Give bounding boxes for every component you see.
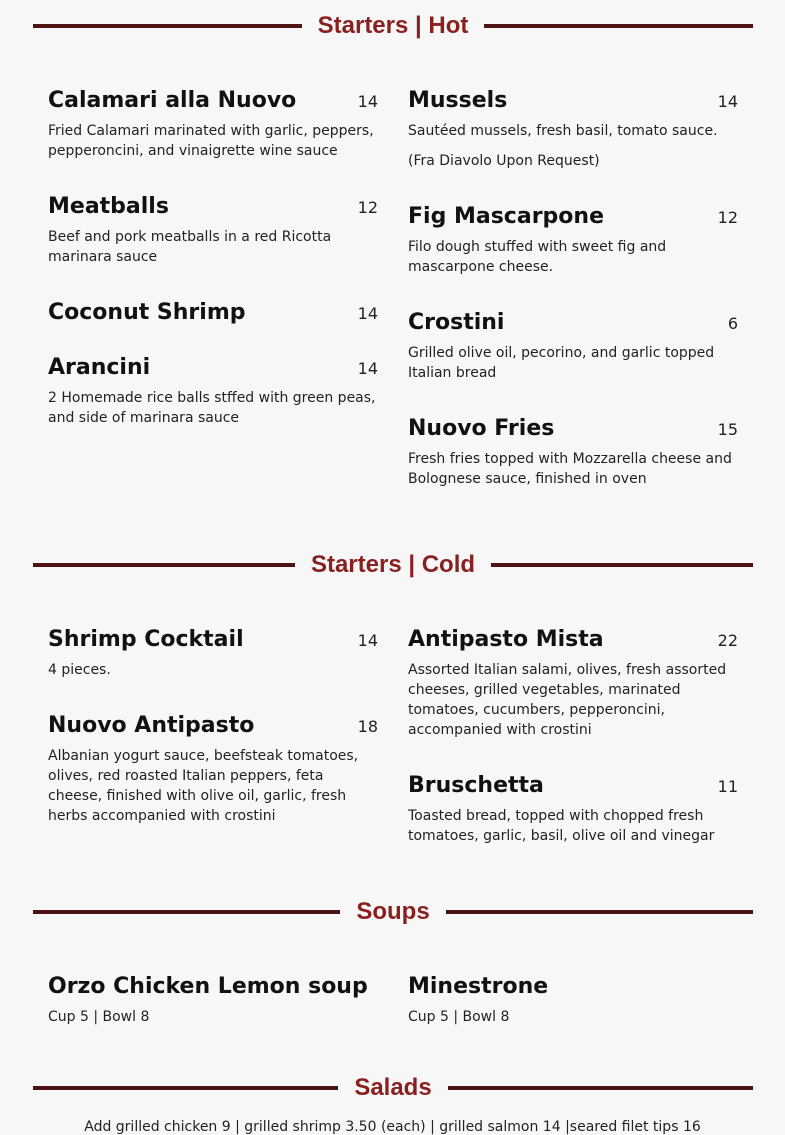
item-price: 14 (717, 92, 738, 111)
menu-item (408, 773, 738, 846)
item-description: Sautéed mussels, fresh basil, tomato sauce. (408, 123, 718, 139)
divider-line (33, 24, 302, 28)
menu-item (48, 355, 378, 428)
divider-line (33, 1086, 338, 1090)
item-description: 4 pieces. (48, 662, 111, 678)
cold-left-column (48, 627, 378, 856)
divider-line (33, 563, 295, 567)
item-price: 6 (727, 314, 738, 333)
menu-item (408, 310, 738, 383)
item-description: Toasted bread, topped with chopped fresh tomatoes, garlic, basil, olive oil and vinegar (408, 808, 715, 844)
menu-item (408, 416, 738, 489)
menu-item (408, 974, 738, 1027)
soups-left-column (48, 974, 378, 1057)
item-description: Filo dough stuffed with sweet fig and mascarpone cheese. (408, 239, 667, 275)
menu-item (408, 88, 738, 171)
item-name: Fig Mascarpone (408, 204, 604, 229)
item-name: Minestrone (408, 974, 549, 999)
section-header-starters-cold (33, 540, 753, 590)
item-name: Calamari alla Nuovo (48, 88, 297, 113)
section-title: Salads (354, 1074, 432, 1101)
item-price: 12 (717, 208, 738, 227)
item-name: Arancini (48, 355, 151, 380)
section-header-starters-hot (33, 1, 753, 51)
item-price: 12 (357, 198, 378, 217)
cold-right-column (408, 627, 738, 876)
item-note: (Fra Diavolo Upon Request) (408, 153, 600, 169)
salads-add-ons-note: Add grilled chicken 9 | grilled shrimp 3.50 (each) | grilled salmon 14 |seared filet tips 16 (84, 1119, 701, 1135)
divider-line (448, 1086, 753, 1090)
item-price: 15 (717, 420, 738, 439)
menu-item (408, 204, 738, 277)
item-name: Nuovo Antipasto (48, 713, 255, 738)
item-name: Coconut Shrimp (48, 300, 246, 325)
section-header-soups (33, 887, 753, 937)
item-name: Mussels (408, 88, 508, 113)
item-description: Albanian yogurt sauce, beefsteak tomatoes, olives, red roasted Italian peppers, feta cheese, finished with olive oil, garlic, fresh herbs accompanied with crostini (48, 748, 359, 824)
item-name: Orzo Chicken Lemon soup (48, 974, 368, 999)
item-description: Fresh fries topped with Mozzarella cheese and Bolognese sauce, finished in oven (408, 451, 732, 487)
section-title: Soups (356, 898, 430, 925)
menu-item (48, 627, 378, 680)
item-name: Shrimp Cocktail (48, 627, 244, 652)
item-name: Crostini (408, 310, 505, 335)
divider-line (484, 24, 753, 28)
item-description: 2 Homemade rice balls stffed with green peas, and side of marinara sauce (48, 390, 376, 426)
item-price: 14 (357, 631, 378, 650)
item-description: Fried Calamari marinated with garlic, peppers, pepperoncini, and vinaigrette wine sauce (48, 123, 374, 159)
menu-item (408, 627, 738, 740)
item-price: 18 (357, 717, 378, 736)
item-description: Grilled olive oil, pecorino, and garlic topped Italian bread (408, 345, 715, 381)
item-description: Cup 5 | Bowl 8 (408, 1009, 510, 1025)
item-price: 14 (357, 92, 378, 111)
section-title: Starters | Cold (310, 551, 476, 578)
menu-item (48, 974, 378, 1027)
divider-line (33, 910, 340, 914)
menu-item (48, 300, 378, 325)
menu-item (48, 713, 378, 826)
item-price: 14 (357, 359, 378, 378)
soups-right-column (408, 974, 738, 1057)
section-title: Starters | Hot (317, 12, 469, 39)
menu-item (48, 194, 378, 267)
item-description: Cup 5 | Bowl 8 (48, 1009, 150, 1025)
item-name: Antipasto Mista (408, 627, 604, 652)
item-price: 11 (717, 777, 738, 796)
item-price: 22 (717, 631, 738, 650)
divider-line (491, 563, 753, 567)
divider-line (446, 910, 753, 914)
section-header-salads (33, 1063, 753, 1113)
hot-right-column (408, 88, 738, 519)
item-name: Meatballs (48, 194, 169, 219)
menu-item (48, 88, 378, 161)
item-name: Bruschetta (408, 773, 544, 798)
item-description: Assorted Italian salami, olives, fresh assorted cheeses, grilled vegetables, marinated tomatoes, cucumbers, pepperoncini, accompanied with crostini (408, 662, 727, 738)
item-price: 14 (357, 304, 378, 323)
hot-left-column (48, 88, 378, 458)
item-name: Nuovo Fries (408, 416, 555, 441)
item-description: Beef and pork meatballs in a red Ricotta marinara sauce (48, 229, 332, 265)
